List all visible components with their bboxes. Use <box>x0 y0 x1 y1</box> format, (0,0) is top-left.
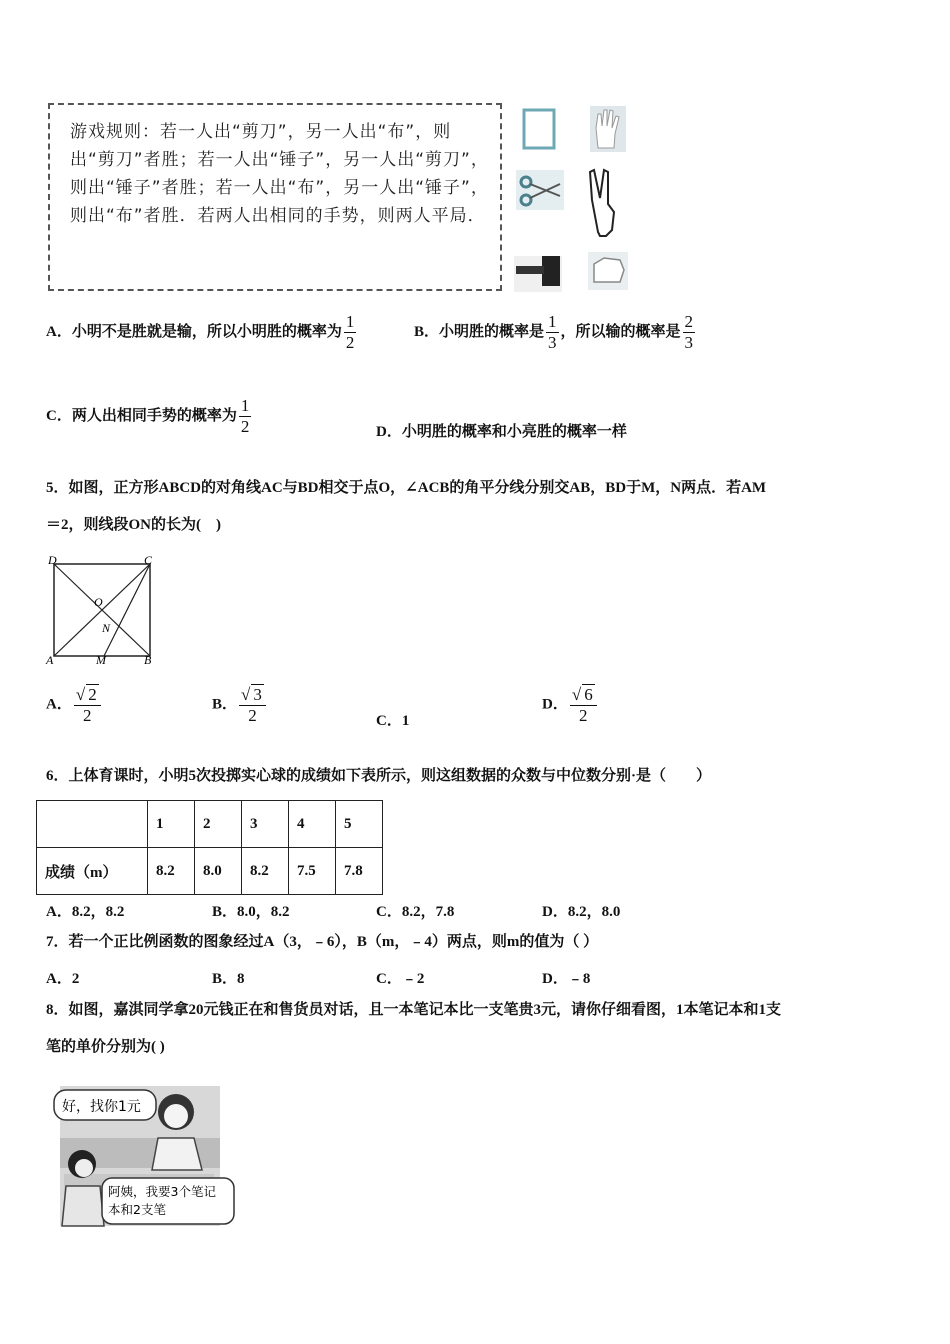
q6-text: 6．上体育课时，小明5次投掷实心球的成绩如下表所示，则这组数据的众数与中位数分别·是（ ） <box>46 768 712 784</box>
q8-text: 8．如图，嘉淇同学拿20元钱正在和售货员对话，且一本笔记本比一支笔贵3元，请你仔细看图，1本笔记本和1支 笔的单价分别为( ) <box>46 1002 782 1055</box>
q5-option-c[interactable]: C．1 <box>376 713 410 729</box>
q7-option-c[interactable]: C．﹣2 <box>376 971 425 987</box>
shop-illustration <box>44 1078 240 1234</box>
q7-text: 7．若一个正比例函数的图象经过A（3，﹣6），B（m，﹣4）两点，则m的值为（ ） <box>46 934 599 950</box>
table-row: 成绩（m） 8.2 8.0 8.2 7.5 7.8 <box>37 848 383 895</box>
label-n: N <box>102 621 111 635</box>
option-text: 小明不是胜就是输，所以小明胜的概率为 <box>71 323 342 340</box>
speech-bubble-bottom <box>102 1178 234 1224</box>
fraction: $\frac{1}{2}$ <box>345 312 355 352</box>
svg-text:好，找你1元: 好，找你1元 <box>62 1099 141 1115</box>
scores-table <box>36 800 383 895</box>
option-label: A． <box>46 323 72 340</box>
option-text: 两人出相同手势的概率为 <box>71 407 237 424</box>
svg-text:阿姨，我要3个笔记: 阿姨，我要3个笔记 <box>108 1184 216 1199</box>
speech-bubble-top <box>54 1090 156 1120</box>
q5-text: 5．如图，正方形ABCD的对角线AC与BD相交于点O，∠ACB的角平分线分别交AB，BD于M，N两点．若AM ＝2，则线段ON的长为( ) <box>46 480 767 533</box>
q4-option-a[interactable] <box>46 312 358 353</box>
fraction: $\frac{2}{3}$ <box>684 312 694 352</box>
q6-option-d[interactable]: D．8.2，8.0 <box>542 904 621 920</box>
label-o: O <box>94 595 103 609</box>
option-label: B． <box>414 323 440 340</box>
label-a: A <box>46 653 54 667</box>
option-text: 小明胜的概率和小亮胜的概率一样 <box>401 424 627 440</box>
hammer-icon <box>514 256 562 292</box>
q6-option-c[interactable]: C．8.2，7.8 <box>376 904 455 920</box>
q7-option-d[interactable]: D．﹣8 <box>542 971 591 987</box>
label-d: D <box>48 553 57 567</box>
q7-option-b[interactable]: B．8 <box>212 971 245 987</box>
gesture-icons <box>512 104 632 294</box>
v-sign-hand-icon <box>590 170 614 236</box>
q4-option-c[interactable] <box>46 396 253 437</box>
q4-option-b[interactable] <box>414 312 697 353</box>
paper-card-icon <box>524 110 554 148</box>
q7-option-a[interactable]: A．2 <box>46 971 80 987</box>
scissors-icon <box>516 170 564 210</box>
square-diagram <box>40 552 160 668</box>
q5-option-b[interactable]: B． $\frac{√ 3}{2}$ <box>212 684 268 726</box>
option-text: 小明胜的概率是 <box>439 323 545 340</box>
q6-option-a[interactable]: A．8.2，8.2 <box>46 904 125 920</box>
q5-option-a[interactable]: A． $\frac{√ 2}{2}$ <box>46 684 103 726</box>
label-m: M <box>96 653 106 667</box>
fist-icon <box>588 252 628 290</box>
option-label: D． <box>376 424 402 440</box>
q5-option-d[interactable]: D． $\frac{√ 6}{2}$ <box>542 684 599 726</box>
rules-text: 游戏规则：若一人出“剪刀”，另一人出“布”，则出“剪刀”者胜；若一人出“锤子”，另一人出“剪刀”，则出“锤子”者胜；若一人出“布”，另一人出“锤子”，则出“布”者胜．若两人出相同的手势，则两人平局． <box>70 122 489 226</box>
q4-option-d[interactable] <box>376 420 627 441</box>
open-hand-icon <box>590 106 626 152</box>
table-row: 1 2 3 4 5 <box>37 801 383 848</box>
label-c: C <box>144 553 153 567</box>
q6-option-b[interactable]: B．8.0，8.2 <box>212 904 290 920</box>
svg-text:本和2支笔: 本和2支笔 <box>108 1202 166 1217</box>
option-text: ，所以输的概率是 <box>560 323 681 340</box>
option-label: C． <box>46 407 72 424</box>
fraction: $\frac{1}{3}$ <box>548 312 557 352</box>
fraction: $\frac{1}{2}$ <box>240 396 250 436</box>
label-b: B <box>144 653 152 667</box>
